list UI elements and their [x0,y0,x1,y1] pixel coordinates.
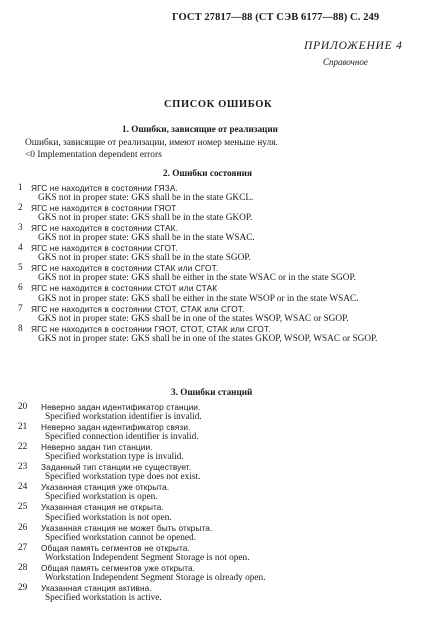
error-number: 28 [18,562,28,573]
error-text-en: GKS not in proper state: GKS shall be in one of the states WSOP, WSAC or SGOP. [38,313,349,324]
error-text-ru: Указанная станция уже открыта. [41,482,170,493]
error-item [18,543,408,563]
error-number: 25 [18,502,28,513]
error-text-en: Specified workstation is not open. [45,512,172,523]
error-text-ru: Общая память сегментов не открыта. [41,542,190,553]
error-text-ru: ЯГС не находится в состоянии СТАК. [31,223,178,234]
error-text [31,223,408,243]
error-number: 3 [18,223,23,234]
error-text-en: Specified connection identifier is invalid. [45,432,199,443]
error-text-en: Specified workstation identifier is invalid. [45,412,202,423]
error-text-ru: ЯГС не находится в состоянии СТАК или СГОТ. [31,263,219,274]
error-item [18,442,408,462]
error-text-en: Specified workstation is open. [45,492,158,503]
error-text [41,502,408,522]
error-item [18,402,408,422]
error-number: 2 [18,203,23,214]
error-number: 21 [18,422,28,433]
error-item [18,283,408,303]
error-text-en: GKS not in proper state: GKS shall be either in the state WSOP or in the state WSAC. [38,293,359,304]
error-number: 20 [18,402,28,412]
error-number: 24 [18,482,28,493]
error-text-ru: ЯГС не находится в состоянии СТОТ или СТАК [31,283,218,294]
error-item [18,422,408,442]
error-text-en: GKS not in proper state: GKS shall be in the state WSAC. [38,233,255,244]
section-1-line-en: <0 Implementation dependent errors [25,149,162,160]
document-title: СПИСОК ОШИБОК [164,99,273,110]
error-text [31,243,408,263]
error-number: 27 [18,542,28,553]
error-text [31,183,408,203]
error-text-en: Specified workstation type does not exist. [45,472,201,483]
error-text [31,283,408,303]
error-text-en: Specified workstation is active. [45,592,162,603]
error-text [41,402,408,422]
error-text-ru: ЯГС не находится в состоянии СГОТ. [31,243,178,254]
error-number: 7 [18,303,23,314]
error-text-ru: ЯГС не находится в состоянии ГЯОТ, СТОТ, СТАК или СГОТ. [31,323,271,334]
appendix-subtitle: Справочное [323,57,368,67]
error-text [41,523,408,543]
error-number: 23 [18,462,28,473]
workstation-errors-list [18,402,408,603]
error-number: 1 [18,183,23,193]
error-text-en: Workstation Independent Segment Storage is olready open. [45,572,266,583]
error-item [18,583,408,603]
error-item [18,183,408,203]
error-number: 22 [18,442,28,453]
error-number: 6 [18,283,23,294]
error-text-en: Specified workstation type is invalid. [45,452,184,463]
error-item [18,243,408,263]
section-2-title: 2. Ошибки состояния [163,168,252,178]
section-1-line-ru: Ошибки, зависящие от реализации, имеют номер меньше нуля. [25,138,278,148]
error-text [41,482,408,502]
error-item [18,482,408,502]
error-text-ru: Неверно задан идентификатор станции. [41,402,201,412]
error-text [31,324,408,344]
error-item [18,304,408,324]
error-item [18,462,408,482]
error-text-ru: Неверно задан идентификатор связи. [41,422,191,433]
error-text [41,583,408,603]
error-item [18,203,408,223]
error-text-ru: ЯГС не находится в состоянии ГЯОТ [31,203,177,214]
error-text-en: GKS not in proper state: GKS shall be in the state GKCL. [38,193,254,204]
error-text-ru: Неверно задан тип станции. [41,442,153,453]
error-number: 26 [18,522,28,533]
error-text-ru: Заданный тип станции не существует. [41,462,192,473]
error-text-en: GKS not in proper state: GKS shall be in one of the states GKOP, WSOP, WSAC or SGOP. [38,333,378,344]
error-number: 4 [18,243,23,254]
error-item [18,263,408,283]
section-1-text [25,138,278,160]
page-header: ГОСТ 27817—88 (СТ СЭВ 6177—88) С. 249 [172,12,380,23]
error-number: 8 [18,323,23,334]
error-text [41,563,408,583]
error-text-en: Workstation Independent Segment Storage is not open. [45,552,250,563]
section-1-title: 1. Ошибки, зависящие от реализации [122,124,278,134]
error-item [18,523,408,543]
section-3-title: 3. Ошибки станций [171,387,253,397]
error-text [41,462,408,482]
error-text [31,304,408,324]
error-number: 5 [18,263,23,274]
error-text-ru: ЯГС не находится в состоянии СТОТ, СТАК или СГОТ. [31,303,245,314]
error-text-en: GKS not in proper state: GKS shall be either in the state WSAC or in the state SGOP. [38,273,356,284]
error-text-en: Specified workstation cannot be opened. [45,532,197,543]
error-number: 29 [18,582,28,593]
error-item [18,502,408,522]
error-text-en: GKS not in proper state: GKS shall be in the state SGOP. [38,253,251,264]
error-text [41,442,408,462]
error-text-en: GKS not in proper state: GKS shall be in the state GKOP. [38,213,253,224]
error-item [18,324,408,344]
error-text-ru: ЯГС не находится в состоянии ГЯЗА. [31,183,178,193]
error-text [31,263,408,283]
error-text-ru: Общая память сегментов уже открыта. [41,562,196,573]
state-errors-list [18,183,408,344]
error-text-ru: Указанная станция не открыта. [41,502,164,513]
error-item [18,563,408,583]
appendix-title: ПРИЛОЖЕНИЕ 4 [304,40,403,52]
error-item [18,223,408,243]
error-text [41,543,408,563]
error-text-ru: Указанная станция активна. [41,582,152,593]
error-text [31,203,408,223]
error-text-ru: Указанная станция не может быть открыта. [41,522,213,533]
error-text [41,422,408,442]
